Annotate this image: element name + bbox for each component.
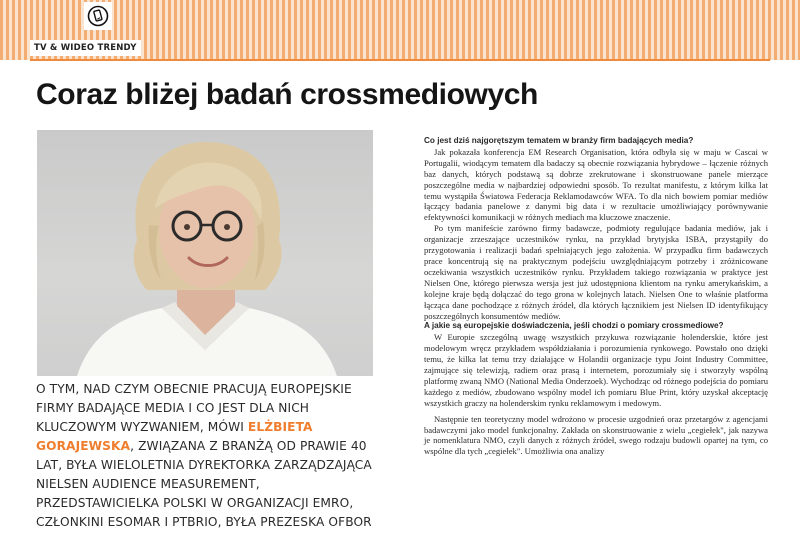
section-divider — [30, 59, 770, 61]
tablet-icon — [87, 5, 109, 27]
paragraph-2: Po tym manifeście zarówno firmy badawcze, podmioty regulujące badania mediów, jak i organizacje zrzeszające uczestników rynku, na przykład brytyjska ISBA, przystąpiły do przygotowania i realizacji badań spełniających jego założenia. W przypadku firm badawczych prace koncentrują się na praktycznym podejściu uwzględniającym potrzeby i zróżnicowane oczekiwania wszystkich uczestników rynku. Przykładem takiego rozwiązania w praktyce jest Nielsen One, którego pierwsza wersja jest już udostępniona klientom na rynku amerykańskim, a kolejne kraje będą dołączać do tego grona w kolejnych latach. Nielsen One to właśnie platforma łącząca dane pochodzące z różnych źródeł, dla których łącznikiem jest Nielsen ID identyfikujący poszczególnych konsumentów mediów. — [424, 223, 768, 321]
paragraph-4: Następnie ten teoretyczny model wdrożono w procesie uzgodnień oraz przetargów z agencjami badawczymi jako model funkcjonalny. Zakłada on skonstruowanie z wielu „cegiełek", jak nazywa je nomenklatura NMO, czyli danych z różnych źródeł, swego rodzaju budowli opartej na tym, co wspólne dla tych „cegiełek". Umożliwia ona analizy — [424, 413, 768, 457]
lead-text-after: , ZWIĄZANA Z BRANŻĄ OD PRAWIE 40 LAT, BYŁA WIELOLETNIA DYREKTORKA ZARZĄDZAJĄCA NIELSEN AUDIENCE MEASUREMENT, PRZEDSTAWICIELKA POLSKI W ORGANIZACJI EMRO, CZŁONKINI ESOMAR I PTBRIO, BYŁA PREZESKA OFBOR — [36, 439, 372, 529]
question-1: Co jest dziś najgorętszym tematem w branży firm badających media? — [424, 136, 694, 145]
interviewee-name: ELŻBIETA GORAJEWSKA — [36, 420, 313, 453]
magazine-logo — [84, 2, 112, 30]
article-body — [424, 136, 768, 457]
paragraph-3: W Europie szczególną uwagę wszystkich przykuwa rozwiązanie holenderskie, które jest modelowym wręcz przykładem współdziałania i porozumienia rynkowego. Powstało ono dzięki temu, że kilka lat temu trzy działające w Holandii organizacje typu Joint Industry Committee, zajmujące się telewizją, radiem oraz prasą i internetem, porozumiały się i stworzyły wspólną platformę zwaną NMO (National Media Onderzoek). Wychodząc od różnego podejścia do pomiaru każdego z mediów, zbudowano wspólny model ich pomiaru Blue Print, który uzyskał akceptację wszystkich graczy na holenderskim rynku reklamowym i medowym. — [424, 332, 768, 408]
page-title: Coraz bliżej badań crossmediowych — [36, 78, 538, 111]
question-2: A jakie są europejskie doświadczenia, jeśli chodzi o pomiary crossmediowe? — [424, 321, 724, 331]
lead-paragraph — [36, 380, 380, 532]
section-tag: TV & WIDEO TRENDY — [30, 40, 141, 56]
paragraph-1: Jak pokazała konferencja EM Research Organisation, która odbyła się w maju w Cascai w Portugalii, wiodącym tematem dla badaczy są obecnie rozwiązania hybrydowe – łączenie różnych baz danych, których podstawą są dobrze zrekrutowane i skonstruowane panele mierzące poszczególne media w najbardziej odpowiedni sposób. To rezultat manifestu, z którym kilka lat temu wystąpiła Światowa Federacja Reklamodawców WFA. To dla nich bowiem pomiar mediów łączący badania panelowe z danymi big data i w rezultacie umożliwiający porównywanie efektywności komunikacji w różnych mediach ma kluczowe znaczenie. — [424, 146, 768, 223]
portrait-photo — [37, 130, 373, 376]
portrait-illustration — [37, 130, 373, 376]
lead-text-before: O TYM, NAD CZYM OBECNIE PRACUJĄ EUROPEJSKIE FIRMY BADAJĄCE MEDIA I CO JEST DLA NICH KLUCZOWYM WYZWANIEM, MÓWI — [36, 382, 352, 434]
